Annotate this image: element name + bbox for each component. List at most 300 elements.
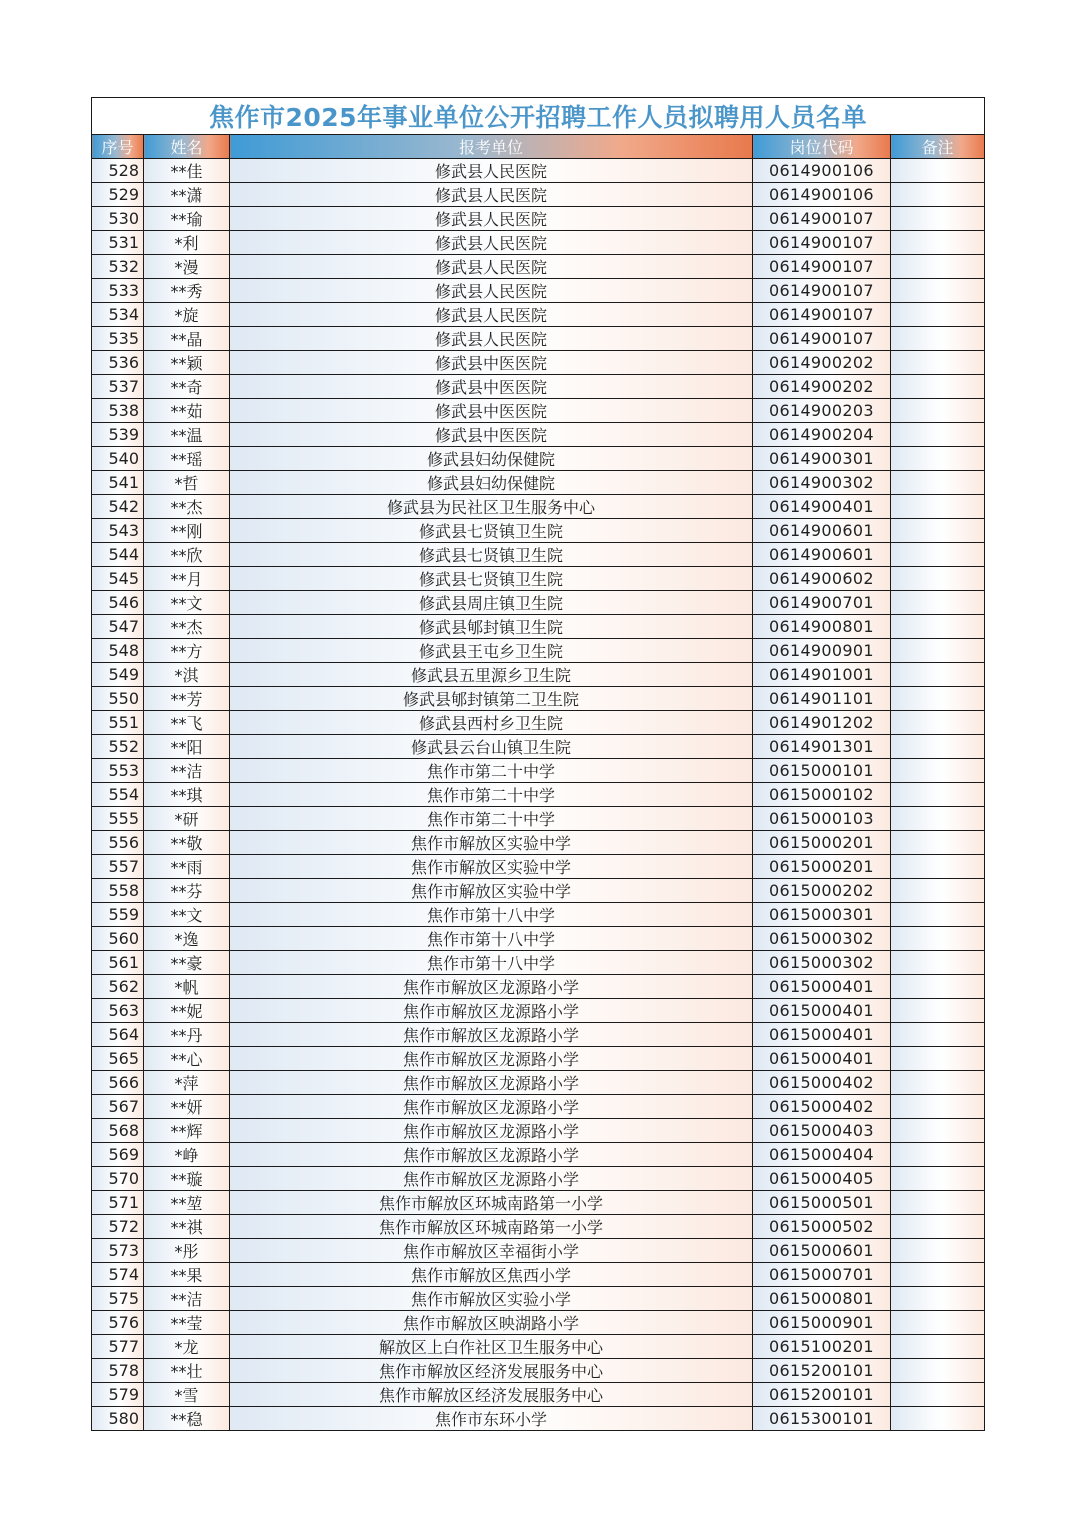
cell-note	[891, 1095, 985, 1119]
cell-unit: 焦作市解放区龙源路小学	[230, 1071, 753, 1095]
cell-unit: 修武县中医医院	[230, 375, 753, 399]
cell-no: 529	[92, 183, 144, 207]
cell-unit: 修武县郇封镇第二卫生院	[230, 687, 753, 711]
cell-unit: 修武县人民医院	[230, 207, 753, 231]
cell-name: **杰	[144, 495, 230, 519]
cell-note	[891, 1287, 985, 1311]
table-row	[92, 1119, 985, 1143]
page-title: 焦作市2025年事业单位公开招聘工作人员拟聘用人员名单	[92, 98, 985, 135]
cell-no: 545	[92, 567, 144, 591]
table-row	[92, 855, 985, 879]
cell-unit: 修武县七贤镇卫生院	[230, 567, 753, 591]
cell-code: 0615000401	[753, 975, 891, 999]
cell-code: 0615300101	[753, 1407, 891, 1431]
cell-no: 536	[92, 351, 144, 375]
cell-note	[891, 1143, 985, 1167]
cell-unit: 修武县云台山镇卫生院	[230, 735, 753, 759]
cell-code: 0614900302	[753, 471, 891, 495]
cell-no: 548	[92, 639, 144, 663]
cell-note	[891, 879, 985, 903]
cell-unit: 焦作市解放区龙源路小学	[230, 975, 753, 999]
cell-code: 0615000401	[753, 1047, 891, 1071]
cell-no: 578	[92, 1359, 144, 1383]
table-row	[92, 279, 985, 303]
cell-unit: 焦作市解放区龙源路小学	[230, 1023, 753, 1047]
cell-unit: 焦作市解放区实验中学	[230, 879, 753, 903]
cell-name: **佳	[144, 159, 230, 183]
table-row	[92, 159, 985, 183]
cell-unit: 焦作市解放区龙源路小学	[230, 1119, 753, 1143]
cell-unit: 修武县妇幼保健院	[230, 471, 753, 495]
table-row	[92, 543, 985, 567]
cell-name: *雪	[144, 1383, 230, 1407]
cell-code: 0614901001	[753, 663, 891, 687]
cell-unit: 焦作市解放区龙源路小学	[230, 1167, 753, 1191]
cell-unit: 修武县妇幼保健院	[230, 447, 753, 471]
cell-code: 0614901101	[753, 687, 891, 711]
table-row	[92, 183, 985, 207]
cell-unit: 修武县中医医院	[230, 351, 753, 375]
table-row	[92, 1023, 985, 1047]
cell-note	[891, 1383, 985, 1407]
cell-name: **雨	[144, 855, 230, 879]
table-row	[92, 783, 985, 807]
cell-name: *帆	[144, 975, 230, 999]
cell-unit: 修武县人民医院	[230, 327, 753, 351]
cell-no: 532	[92, 255, 144, 279]
cell-name: **飞	[144, 711, 230, 735]
cell-unit: 焦作市解放区环城南路第一小学	[230, 1215, 753, 1239]
cell-code: 0615000403	[753, 1119, 891, 1143]
cell-unit: 修武县郇封镇卫生院	[230, 615, 753, 639]
cell-note	[891, 1311, 985, 1335]
cell-name: *峥	[144, 1143, 230, 1167]
cell-code: 0614900602	[753, 567, 891, 591]
cell-code: 0615000201	[753, 831, 891, 855]
table-row	[92, 1215, 985, 1239]
cell-name: **茹	[144, 399, 230, 423]
cell-no: 576	[92, 1311, 144, 1335]
cell-note	[891, 903, 985, 927]
cell-unit: 焦作市解放区实验中学	[230, 855, 753, 879]
cell-note	[891, 183, 985, 207]
table-row	[92, 663, 985, 687]
table-row	[92, 831, 985, 855]
cell-no: 538	[92, 399, 144, 423]
cell-note	[891, 1119, 985, 1143]
table-row	[92, 687, 985, 711]
cell-no: 528	[92, 159, 144, 183]
cell-note	[891, 327, 985, 351]
cell-no: 575	[92, 1287, 144, 1311]
cell-note	[891, 375, 985, 399]
cell-name: *漫	[144, 255, 230, 279]
table-row	[92, 759, 985, 783]
cell-note	[891, 831, 985, 855]
cell-no: 544	[92, 543, 144, 567]
table-row	[92, 903, 985, 927]
cell-unit: 焦作市解放区环城南路第一小学	[230, 1191, 753, 1215]
cell-unit: 焦作市解放区龙源路小学	[230, 1095, 753, 1119]
cell-name: **月	[144, 567, 230, 591]
cell-note	[891, 159, 985, 183]
cell-code: 0615200101	[753, 1359, 891, 1383]
cell-no: 557	[92, 855, 144, 879]
cell-code: 0614900107	[753, 255, 891, 279]
cell-name: *利	[144, 231, 230, 255]
cell-name: *研	[144, 807, 230, 831]
cell-name: **祺	[144, 1215, 230, 1239]
cell-code: 0615000103	[753, 807, 891, 831]
cell-note	[891, 591, 985, 615]
cell-unit: 修武县王屯乡卫生院	[230, 639, 753, 663]
cell-no: 551	[92, 711, 144, 735]
cell-note	[891, 1047, 985, 1071]
cell-code: 0614900801	[753, 615, 891, 639]
cell-name: *旋	[144, 303, 230, 327]
cell-note	[891, 1071, 985, 1095]
cell-unit: 修武县七贤镇卫生院	[230, 543, 753, 567]
cell-note	[891, 711, 985, 735]
cell-code: 0615000401	[753, 999, 891, 1023]
table-row	[92, 1311, 985, 1335]
cell-code: 0614901301	[753, 735, 891, 759]
table-row	[92, 567, 985, 591]
table-row	[92, 1383, 985, 1407]
cell-code: 0614900107	[753, 303, 891, 327]
cell-note	[891, 423, 985, 447]
cell-no: 533	[92, 279, 144, 303]
cell-no: 564	[92, 1023, 144, 1047]
cell-name: **潇	[144, 183, 230, 207]
cell-name: **晶	[144, 327, 230, 351]
table-row	[92, 735, 985, 759]
cell-no: 571	[92, 1191, 144, 1215]
cell-no: 549	[92, 663, 144, 687]
table-row	[92, 1263, 985, 1287]
cell-unit: 修武县五里源乡卫生院	[230, 663, 753, 687]
cell-code: 0614900106	[753, 159, 891, 183]
cell-no: 556	[92, 831, 144, 855]
cell-name: **杰	[144, 615, 230, 639]
cell-note	[891, 231, 985, 255]
cell-code: 0615000201	[753, 855, 891, 879]
cell-name: **瑜	[144, 207, 230, 231]
cell-no: 561	[92, 951, 144, 975]
cell-name: **丹	[144, 1023, 230, 1047]
cell-no: 574	[92, 1263, 144, 1287]
cell-code: 0614900301	[753, 447, 891, 471]
cell-code: 0615100201	[753, 1335, 891, 1359]
cell-no: 542	[92, 495, 144, 519]
cell-code: 0615000701	[753, 1263, 891, 1287]
header-note: 备注	[891, 135, 985, 159]
cell-code: 0615000901	[753, 1311, 891, 1335]
table-row	[92, 639, 985, 663]
cell-code: 0614901202	[753, 711, 891, 735]
cell-note	[891, 1335, 985, 1359]
table-row	[92, 927, 985, 951]
cell-name: *淇	[144, 663, 230, 687]
cell-code: 0614900107	[753, 279, 891, 303]
table-row	[92, 519, 985, 543]
table-row	[92, 1047, 985, 1071]
table-row	[92, 231, 985, 255]
cell-name: **奇	[144, 375, 230, 399]
header-code: 岗位代码	[753, 135, 891, 159]
cell-name: **芬	[144, 879, 230, 903]
cell-no: 539	[92, 423, 144, 447]
cell-name: **温	[144, 423, 230, 447]
cell-note	[891, 663, 985, 687]
table-row	[92, 1239, 985, 1263]
cell-no: 565	[92, 1047, 144, 1071]
cell-unit: 焦作市第二十中学	[230, 807, 753, 831]
cell-no: 569	[92, 1143, 144, 1167]
table-row	[92, 471, 985, 495]
cell-no: 550	[92, 687, 144, 711]
cell-name: **稳	[144, 1407, 230, 1431]
cell-note	[891, 807, 985, 831]
table-row	[92, 1191, 985, 1215]
cell-no: 559	[92, 903, 144, 927]
cell-unit: 焦作市解放区经济发展服务中心	[230, 1383, 753, 1407]
cell-code: 0615000101	[753, 759, 891, 783]
cell-no: 535	[92, 327, 144, 351]
cell-note	[891, 999, 985, 1023]
cell-code: 0614900601	[753, 519, 891, 543]
header-unit: 报考单位	[230, 135, 753, 159]
cell-name: **辉	[144, 1119, 230, 1143]
header-row	[92, 135, 985, 159]
cell-note	[891, 975, 985, 999]
cell-no: 537	[92, 375, 144, 399]
cell-no: 560	[92, 927, 144, 951]
cell-code: 0614900107	[753, 327, 891, 351]
cell-name: **堃	[144, 1191, 230, 1215]
cell-unit: 焦作市第二十中学	[230, 759, 753, 783]
table-row	[92, 327, 985, 351]
cell-note	[891, 783, 985, 807]
table-row	[92, 1359, 985, 1383]
cell-note	[891, 1191, 985, 1215]
cell-name: **妍	[144, 1095, 230, 1119]
cell-no: 540	[92, 447, 144, 471]
table-row	[92, 375, 985, 399]
cell-no: 563	[92, 999, 144, 1023]
cell-name: **妮	[144, 999, 230, 1023]
cell-no: 568	[92, 1119, 144, 1143]
cell-name: **璇	[144, 1167, 230, 1191]
cell-note	[891, 519, 985, 543]
cell-name: **阳	[144, 735, 230, 759]
cell-code: 0614900202	[753, 351, 891, 375]
cell-name: **瑶	[144, 447, 230, 471]
header-name: 姓名	[144, 135, 230, 159]
cell-note	[891, 1239, 985, 1263]
cell-no: 577	[92, 1335, 144, 1359]
cell-note	[891, 543, 985, 567]
cell-code: 0615000401	[753, 1023, 891, 1047]
cell-no: 562	[92, 975, 144, 999]
cell-unit: 解放区上白作社区卫生服务中心	[230, 1335, 753, 1359]
table-row	[92, 975, 985, 999]
table-row	[92, 1095, 985, 1119]
cell-unit: 修武县西村乡卫生院	[230, 711, 753, 735]
cell-note	[891, 207, 985, 231]
cell-unit: 修武县为民社区卫生服务中心	[230, 495, 753, 519]
cell-code: 0614900202	[753, 375, 891, 399]
cell-note	[891, 927, 985, 951]
cell-code: 0614900401	[753, 495, 891, 519]
table-row	[92, 303, 985, 327]
cell-no: 531	[92, 231, 144, 255]
table-row	[92, 351, 985, 375]
cell-code: 0614900107	[753, 231, 891, 255]
cell-code: 0615000601	[753, 1239, 891, 1263]
cell-name: *哲	[144, 471, 230, 495]
table-row	[92, 207, 985, 231]
cell-code: 0614900106	[753, 183, 891, 207]
table-row	[92, 999, 985, 1023]
cell-name: **刚	[144, 519, 230, 543]
cell-code: 0615000405	[753, 1167, 891, 1191]
cell-name: **文	[144, 591, 230, 615]
table-row	[92, 1335, 985, 1359]
cell-code: 0615000501	[753, 1191, 891, 1215]
cell-name: **欣	[144, 543, 230, 567]
cell-unit: 焦作市第十八中学	[230, 903, 753, 927]
cell-note	[891, 399, 985, 423]
table-row	[92, 423, 985, 447]
cell-note	[891, 1023, 985, 1047]
cell-no: 547	[92, 615, 144, 639]
cell-name: **洁	[144, 759, 230, 783]
cell-unit: 焦作市第十八中学	[230, 927, 753, 951]
cell-name: **芳	[144, 687, 230, 711]
cell-unit: 修武县人民医院	[230, 279, 753, 303]
cell-no: 543	[92, 519, 144, 543]
cell-code: 0614900204	[753, 423, 891, 447]
cell-name: **心	[144, 1047, 230, 1071]
table-row	[92, 1407, 985, 1431]
table-row	[92, 1287, 985, 1311]
cell-unit: 焦作市解放区龙源路小学	[230, 1143, 753, 1167]
cell-unit: 修武县人民医院	[230, 303, 753, 327]
cell-code: 0615000404	[753, 1143, 891, 1167]
table-row	[92, 495, 985, 519]
cell-code: 0615000402	[753, 1071, 891, 1095]
cell-no: 555	[92, 807, 144, 831]
cell-note	[891, 255, 985, 279]
cell-code: 0615000402	[753, 1095, 891, 1119]
cell-note	[891, 951, 985, 975]
table-row	[92, 447, 985, 471]
table-row	[92, 1143, 985, 1167]
cell-no: 566	[92, 1071, 144, 1095]
table-body	[92, 159, 985, 1431]
cell-note	[891, 1263, 985, 1287]
cell-name: **洁	[144, 1287, 230, 1311]
cell-code: 0614900701	[753, 591, 891, 615]
cell-no: 534	[92, 303, 144, 327]
cell-name: **颖	[144, 351, 230, 375]
table-row	[92, 1071, 985, 1095]
cell-name: **琪	[144, 783, 230, 807]
cell-name: *逸	[144, 927, 230, 951]
table-row	[92, 591, 985, 615]
cell-no: 567	[92, 1095, 144, 1119]
cell-note	[891, 687, 985, 711]
cell-code: 0615000301	[753, 903, 891, 927]
cell-unit: 焦作市第二十中学	[230, 783, 753, 807]
cell-code: 0614900601	[753, 543, 891, 567]
cell-name: **敬	[144, 831, 230, 855]
cell-name: **方	[144, 639, 230, 663]
cell-note	[891, 303, 985, 327]
cell-note	[891, 615, 985, 639]
cell-name: **莹	[144, 1311, 230, 1335]
cell-unit: 修武县人民医院	[230, 159, 753, 183]
cell-unit: 修武县周庄镇卫生院	[230, 591, 753, 615]
cell-unit: 焦作市解放区焦西小学	[230, 1263, 753, 1287]
cell-unit: 修武县人民医院	[230, 183, 753, 207]
cell-code: 0614900203	[753, 399, 891, 423]
cell-no: 552	[92, 735, 144, 759]
roster-table	[91, 97, 985, 1431]
cell-unit: 焦作市解放区实验中学	[230, 831, 753, 855]
cell-note	[891, 759, 985, 783]
cell-note	[891, 447, 985, 471]
cell-code: 0615000302	[753, 927, 891, 951]
cell-unit: 修武县中医医院	[230, 423, 753, 447]
cell-unit: 焦作市解放区映湖路小学	[230, 1311, 753, 1335]
cell-code: 0615000202	[753, 879, 891, 903]
table-row	[92, 951, 985, 975]
cell-note	[891, 495, 985, 519]
cell-name: *龙	[144, 1335, 230, 1359]
cell-unit: 焦作市解放区经济发展服务中心	[230, 1359, 753, 1383]
cell-no: 573	[92, 1239, 144, 1263]
cell-no: 572	[92, 1215, 144, 1239]
cell-name: *萍	[144, 1071, 230, 1095]
cell-unit: 焦作市解放区龙源路小学	[230, 1047, 753, 1071]
table-row	[92, 1167, 985, 1191]
cell-note	[891, 735, 985, 759]
cell-unit: 焦作市第十八中学	[230, 951, 753, 975]
cell-name: **秀	[144, 279, 230, 303]
table-row	[92, 807, 985, 831]
cell-unit: 修武县人民医院	[230, 231, 753, 255]
cell-note	[891, 351, 985, 375]
cell-unit: 修武县人民医院	[230, 255, 753, 279]
cell-no: 541	[92, 471, 144, 495]
cell-note	[891, 279, 985, 303]
cell-no: 530	[92, 207, 144, 231]
cell-name: **壮	[144, 1359, 230, 1383]
cell-unit: 修武县七贤镇卫生院	[230, 519, 753, 543]
cell-unit: 焦作市解放区幸福街小学	[230, 1239, 753, 1263]
cell-no: 579	[92, 1383, 144, 1407]
cell-name: **豪	[144, 951, 230, 975]
cell-note	[891, 1407, 985, 1431]
table-row	[92, 255, 985, 279]
cell-note	[891, 855, 985, 879]
cell-no: 553	[92, 759, 144, 783]
cell-unit: 焦作市解放区实验小学	[230, 1287, 753, 1311]
cell-unit: 焦作市东环小学	[230, 1407, 753, 1431]
cell-no: 554	[92, 783, 144, 807]
